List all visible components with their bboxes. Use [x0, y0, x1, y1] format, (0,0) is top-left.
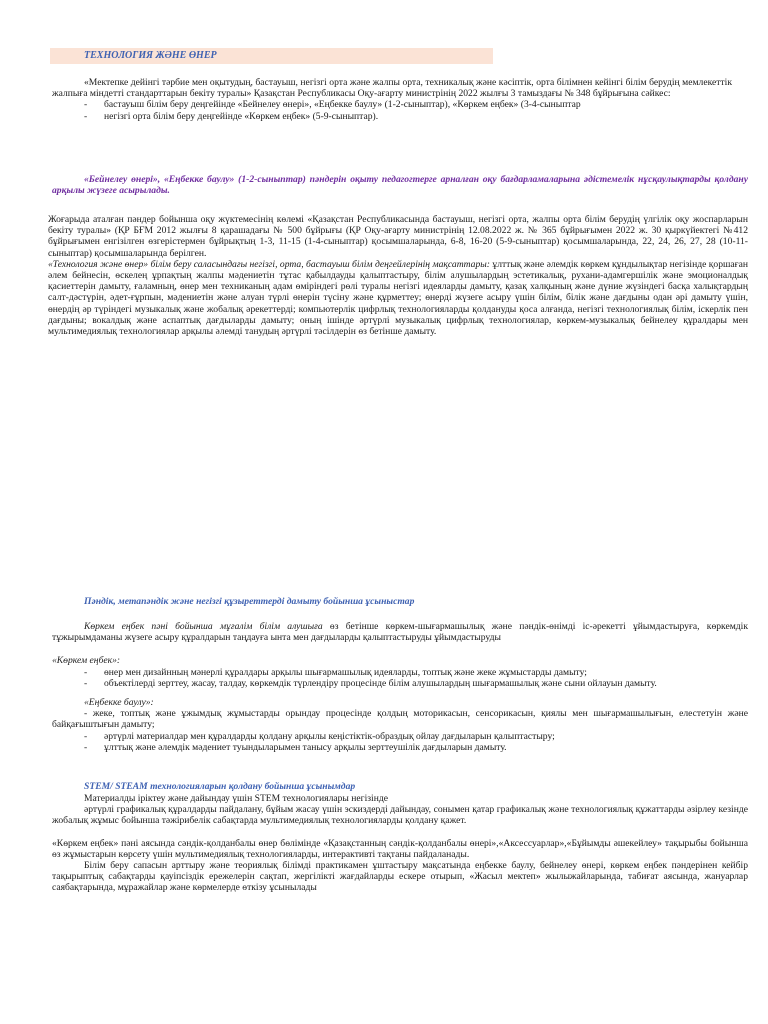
- list-item: - ұлттық және әлемдік мәдениет туындыларымен танысу арқылы зерттеушілік дағдыларын дамыту.: [84, 741, 507, 753]
- list-item: - әртүрлі материалдар мен құралдарды қолдану арқылы кеңістіктік-образдық ойлау дағдыларын қалыптастыру;: [84, 730, 555, 742]
- list-item-text: өнер мен дизайнның мәнерлі құралдары арқылы шығармашылық идеяларды, топтық және жеке жұмыстарды дамыту;: [104, 666, 587, 678]
- intro-paragraph: «Мектепке дейінгі тәрбие мен оқытудың, бастауыш, негізгі орта және жалпы орта, техникалық және кәсіптік, орта білімнен кейінгі білім берудің мемлекеттік жалпыға міндетті стандарттарын бекіту туралы» Қазақстан Республикасы Оқу-ағарту министрінің 2022 жылғы 3 тамыздағы № 348 бұйрығына сәйкес:: [52, 77, 732, 100]
- list-item-text: объектілерді зерттеу, жасау, талдау, көркемдік түрлендіру процесінде білім алушылардың шығармашылық және сыни ойлауын дамыту.: [104, 677, 657, 689]
- list-item: - өнер мен дизайнның мәнерлі құралдары арқылы шығармашылық идеяларды, топтық және жеке жұмыстарды дамыту;: [84, 666, 587, 678]
- kork-label: «Көркем еңбек»:: [52, 655, 121, 667]
- stem-paragraph: әртүрлі графикалық құралдарды пайдалану, бұйым жасау үшін эскиздерді дайындау, сонымен қатар графикалық және технологиялық құжаттарды әзірлеу кезінде жобалық жұмыс бойынша тәжірибелік сабақтарда мультимедиялық технологияларды қолдану қажет.: [52, 804, 748, 827]
- goals-text: ұлттық және әлемдік көркем құндылықтар негізінде қоршаған әлем бейнесін, өскелең ұрпақтың жалпы мәдениетін тұтас қабылдауды қалыптастыру, білім алушылардың эстетикалық, рухани-адамгершілік және эмоционалдық қасиеттерін дамыту, ғаламның, өнер мен техниканың адам өміріндегі рөлі туралы негізгі идеяларды дамыту, қазақ халқының және дүние жүзіндегі басқа халықтардың салт-дәстүрін, әдет-ғұрпын, мәдениетін және алуан түрлі өнерін түсіну және құрметтеу; өнерді жүзеге асыру үшін білім, білік және дағдыны одан әрі дамыту үшін, өнердің әр түріндегі музыкалық және жобалық әрекеттерді; компьютерлік цифрлық технологияларды қолдануды қоса алғанда, негізгі технологиялық білім, іскерлік пен дағдыны; вокалдық және аспаптық дағдыларды дамыту; оның ішінде әртүрлі музыкалық цифрлық технологиялар, көркем-музыкалық бейнелеу құралдары мен мультимедиялық технологиялар арқылы әлемді танудың әртүрлі тәсілдерін өз бетінше дамыту.: [48, 258, 748, 338]
- teacher-label: Көркем еңбек пәні бойынша мұғалім білім алушыға: [84, 621, 323, 632]
- list-item-text: негізгі орта білім беру деңгейінде «Көркем еңбек» (5-9-сыныптар).: [104, 110, 379, 122]
- quality-paragraph: Білім беру сапасын арттыру және теориялық білімді практикамен ұштастыру мақсатында еңбекке баулу, бейнелеу өнері, көркем еңбек пәндерінен кейбір тақырыптық сабақтарды қауіпсіздік ережелерін сақтап, жергілікті жағдайларды ескере отырып, «Жасыл мектеп» жылыжайларында, табиғат аясында, жануарлар саябақтарында, мұражайлар және көрмелерде өткізу ұсынылады: [52, 860, 748, 894]
- purple-title: «Бейнелеу өнері», «Еңбекке баулу» (1-2-сыныптар) пәндерін оқыту педагогтерге арналған оқу бағдарламаларына әдістемелік нұсқаулықтарды қолдану арқылы жүзеге асырылады.: [52, 174, 748, 197]
- stem-line: Материалды іріктеу және дайындау үшін STEM технологиялары негізінде: [84, 793, 388, 804]
- section3-title: STEM/ STEAM технологияларын қолдану бойынша ұсынымдар: [84, 781, 356, 792]
- enbek-label: «Еңбекке баулу»:: [84, 697, 154, 709]
- kork-paragraph: «Көркем еңбек» пәні аясында сәндік-қолданбалы өнер бөлімінде «Қазақстанның сәндік-қолданбалы өнері»,«Аксессуарлар»,«Бұйымды әшекейлеу» тақырыбы бойынша өз жұмыстарын көрсету үшін мультимедиялық технологияларды, интерактивті тақтаны пайдаланады.: [52, 837, 748, 860]
- list-item-text: ұлттық және әлемдік мәдениет туындыларымен танысу арқылы зерттеушілік дағдыларын дамыту.: [104, 741, 507, 753]
- list-item: - бастауыш білім беру деңгейінде «Бейнелеу өнері», «Еңбекке баулу» (1-2-сыныптар), «Көркем еңбек» (3-4-сыныптар: [84, 99, 581, 111]
- page-heading: ТЕХНОЛОГИЯ ЖӘНЕ ӨНЕР: [84, 50, 217, 61]
- list-item-text: әртүрлі материалдар мен құралдарды қолдану арқылы кеңістіктік-образдық ойлау дағдыларын қалыптастыру;: [104, 730, 555, 742]
- section1: [48, 214, 748, 337]
- heading-bar: [50, 48, 493, 64]
- enbek-paragraph: - жеке, топтық және ұжымдық жұмыстарды орындау процесінде қолдың моторикасын, сенсорикасын, қиялы мен шығармашылығын, елестетуін және байқағыштығын дамыту;: [52, 708, 748, 731]
- section2-paragraph: [52, 621, 748, 643]
- section1-goals: [48, 259, 748, 337]
- section2: [52, 621, 748, 753]
- intro-block: [52, 77, 732, 122]
- teacher-text: өз бетінше көркем-шығармашылық және пәндік-өнімді іс-әрекетті ұйымдастыруға, көркемдік тұжырымдаманы жүзеге асыру құралдарын таңдауға ынта мен дағдыларды қалыптастыруды ұйымдастыруды: [52, 621, 748, 644]
- goals-label: «Технология және өнер» білім беру саласындағы негізгі, орта, бастауыш білім деңгейлерінің мақсаттары:: [48, 258, 490, 270]
- section2-title: Пәндік, метапәндік және негізгі құзыреттерді дамыту бойынша ұсыныстар: [84, 596, 415, 607]
- section3: [52, 793, 748, 894]
- list-item: - негізгі орта білім беру деңгейінде «Көркем еңбек» (5-9-сыныптар).: [84, 110, 379, 122]
- section1-paragraph: Жоғарыда аталған пәндер бойынша оқу жүктемесінің көлемі «Қазақстан Республикасында бастауыш, негізгі орта, жалпы орта білім берудің үлгілік оқу жоспарларын бекіту туралы» (ҚР БҒМ 2012 жылғы 8 қарашадағы № 500 бұйрығы (ҚР Оқу-ағарту министрінің 12.08.2022 ж. № 365 бұйрығымен 2022 ж. 30 қыркүйектегі №412 бұйрығымен енгізілген өзгерістермен бұйрықтың 1-3, 11-15 (1-4-сыныптар) қосымшаларында, 6-8, 16-20 (5-9-сыныптар) қосымшаларында, 22, 24, 26, 27, 28 (10-11-сыныптар) қосымшаларында берілген.: [48, 214, 748, 259]
- list-item-text: бастауыш білім беру деңгейінде «Бейнелеу өнері», «Еңбекке баулу» (1-2-сыныптар), «Көркем еңбек» (3-4-сыныптар: [104, 99, 581, 111]
- list-item: - объектілерді зерттеу, жасау, талдау, көркемдік түрлендіру процесінде білім алушылардың шығармашылық және сыни ойлауын дамыту.: [84, 677, 657, 689]
